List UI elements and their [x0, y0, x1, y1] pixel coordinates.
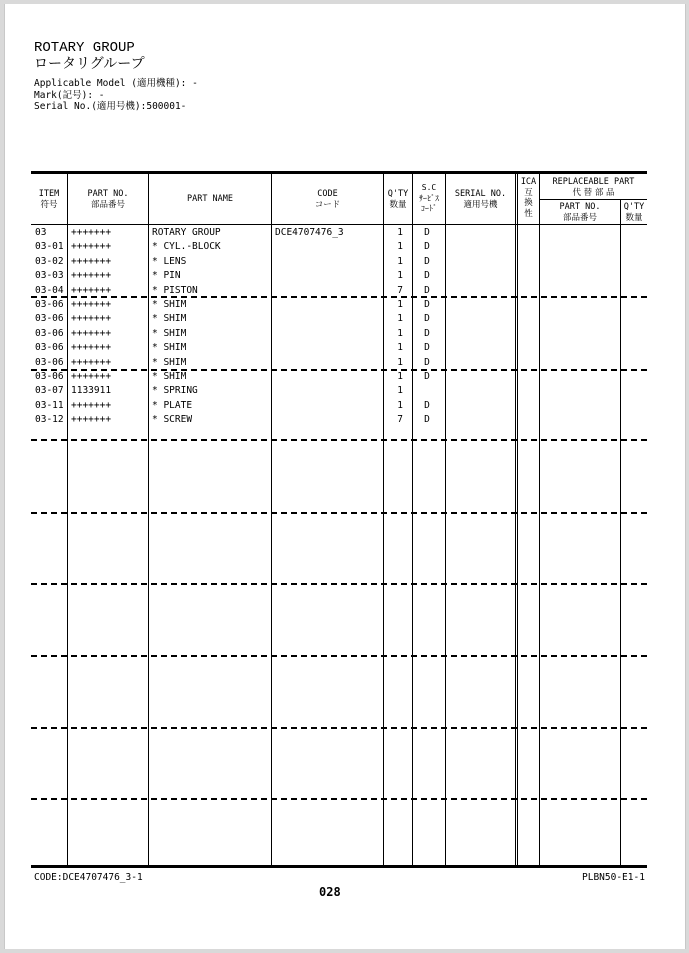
section-separator — [31, 369, 647, 371]
part-name-cell: * LENS — [152, 255, 187, 267]
part-name-cell: * PLATE — [152, 399, 193, 411]
qty-cell: 1 — [397, 371, 403, 382]
table-top-border — [31, 171, 647, 174]
part-name-cell: * SHIM — [152, 313, 187, 325]
item-cell: 03-06 — [35, 313, 64, 325]
service-code-cell: D — [424, 255, 430, 267]
table-row — [31, 327, 647, 341]
part-no-cell: +++++++ — [71, 327, 112, 339]
qty-cell: 7 — [397, 284, 403, 296]
table-row — [31, 240, 647, 254]
item-cell: 03-07 — [35, 385, 64, 397]
part-no-cell: +++++++ — [71, 299, 112, 310]
service-code-cell: D — [424, 327, 430, 339]
part-name-cell: * PIN — [152, 270, 181, 282]
header-serial: SERIAL NO. 適用号機 — [454, 189, 507, 210]
item-cell: 03-11 — [35, 399, 64, 411]
part-no-cell: +++++++ — [71, 414, 112, 426]
qty-cell: 1 — [397, 342, 403, 354]
item-cell: 03-04 — [35, 284, 64, 296]
qty-cell: 1 — [397, 255, 403, 267]
code-cell: DCE4707476_3 — [275, 227, 344, 238]
table-row — [31, 269, 647, 283]
service-code-cell: D — [424, 371, 430, 382]
table-row — [31, 298, 647, 312]
replaceable-subdivider — [539, 199, 647, 200]
item-cell: 03 — [35, 227, 47, 238]
part-no-cell: +++++++ — [71, 313, 112, 325]
table-row — [31, 312, 647, 326]
header-replaceable: REPLACEABLE PART 代 替 部 品 — [552, 177, 635, 198]
service-code-cell: D — [424, 342, 430, 354]
item-cell: 03-02 — [35, 255, 64, 267]
qty-cell: 7 — [397, 414, 403, 426]
page-number: 028 — [319, 885, 341, 899]
service-code-cell: D — [424, 270, 430, 282]
header-part-name: PART NAME — [186, 194, 234, 204]
footer-code: CODE:DCE4707476_3-1 — [34, 872, 143, 883]
qty-cell: 1 — [397, 241, 403, 253]
item-cell: 03-06 — [35, 299, 64, 310]
service-code-cell: D — [424, 414, 430, 426]
header-item: ITEM 符号 — [38, 189, 60, 210]
header-part-no: PART NO. 部品番号 — [87, 189, 129, 210]
item-cell: 03-03 — [35, 270, 64, 282]
item-cell: 03-06 — [35, 371, 64, 382]
qty-cell: 1 — [397, 227, 403, 238]
part-name-cell: * SHIM — [152, 299, 187, 310]
part-name-cell: * SHIM — [152, 342, 187, 354]
qty-cell: 1 — [397, 327, 403, 339]
service-code-cell: D — [424, 241, 430, 253]
table-row — [31, 226, 647, 240]
part-name-cell: * CYL.-BLOCK — [152, 241, 221, 253]
part-name-cell: * SCREW — [152, 414, 193, 426]
qty-cell: 1 — [397, 385, 403, 397]
table-row — [31, 384, 647, 398]
part-no-cell: +++++++ — [71, 356, 112, 368]
part-no-cell: 1133911 — [71, 385, 112, 397]
table-bottom-border — [31, 865, 647, 868]
part-no-cell: +++++++ — [71, 270, 112, 282]
table-row — [31, 341, 647, 355]
part-no-cell: +++++++ — [71, 371, 112, 382]
section-separator — [31, 583, 647, 585]
header-qty: Q'TY 数量 — [387, 189, 409, 210]
item-cell: 03-06 — [35, 356, 64, 368]
table-row — [31, 413, 647, 427]
model-info — [34, 78, 198, 113]
mark: Mark(記号): - — [34, 89, 105, 101]
section-separator — [31, 655, 647, 657]
part-name-cell: * SHIM — [152, 371, 187, 382]
part-no-cell: +++++++ — [71, 241, 112, 253]
serial-range: Serial No.(適用号機):500001- — [34, 101, 187, 112]
service-code-cell: D — [424, 399, 430, 411]
applicable-model: Applicable Model (適用機種): - — [34, 78, 198, 89]
part-no-cell: +++++++ — [71, 255, 112, 267]
table-row — [31, 370, 647, 384]
part-no-cell: +++++++ — [71, 399, 112, 411]
item-cell: 03-06 — [35, 342, 64, 354]
qty-cell: 1 — [397, 356, 403, 368]
document-header — [34, 40, 198, 113]
part-name-cell: * SHIM — [152, 327, 187, 339]
part-no-cell: +++++++ — [71, 342, 112, 354]
header-rep-part-no: PART NO. 部品番号 — [559, 202, 601, 223]
parts-table — [31, 171, 647, 868]
qty-cell: 1 — [397, 399, 403, 411]
part-name-cell: * SPRING — [152, 385, 198, 397]
section-separator — [31, 296, 647, 298]
part-name-cell: * PISTON — [152, 284, 198, 296]
title-japanese: ロータリグループ — [34, 56, 145, 72]
service-code-cell: D — [424, 284, 430, 296]
part-no-cell: +++++++ — [71, 284, 112, 296]
item-cell: 03-12 — [35, 414, 64, 426]
footer-reference: PLBN50-E1-1 — [582, 872, 645, 883]
section-separator — [31, 727, 647, 729]
table-row — [31, 399, 647, 413]
section-separator — [31, 512, 647, 514]
service-code-cell: D — [424, 313, 430, 325]
service-code-cell: D — [424, 299, 430, 310]
service-code-cell: D — [424, 356, 430, 368]
header-divider — [31, 224, 647, 225]
table-row — [31, 356, 647, 370]
section-separator — [31, 439, 647, 441]
header-code: CODE コード — [314, 189, 341, 210]
item-cell: 03-01 — [35, 241, 64, 253]
document-page — [4, 4, 686, 949]
table-row — [31, 255, 647, 269]
header-rep-qty: Q'TY 数量 — [623, 202, 645, 223]
part-name-cell: ROTARY GROUP — [152, 227, 221, 238]
header-ica: ICA 互 換 性 — [520, 177, 537, 219]
qty-cell: 1 — [397, 299, 403, 310]
title-english: ROTARY GROUP — [34, 40, 135, 56]
qty-cell: 1 — [397, 313, 403, 325]
section-separator — [31, 798, 647, 800]
item-cell: 03-06 — [35, 327, 64, 339]
header-service-code: S.C ｻｰﾋﾞｽ ｺｰﾄﾞ — [419, 183, 439, 213]
service-code-cell: D — [424, 227, 430, 238]
part-no-cell: +++++++ — [71, 227, 112, 238]
part-name-cell: * SHIM — [152, 356, 187, 368]
qty-cell: 1 — [397, 270, 403, 282]
